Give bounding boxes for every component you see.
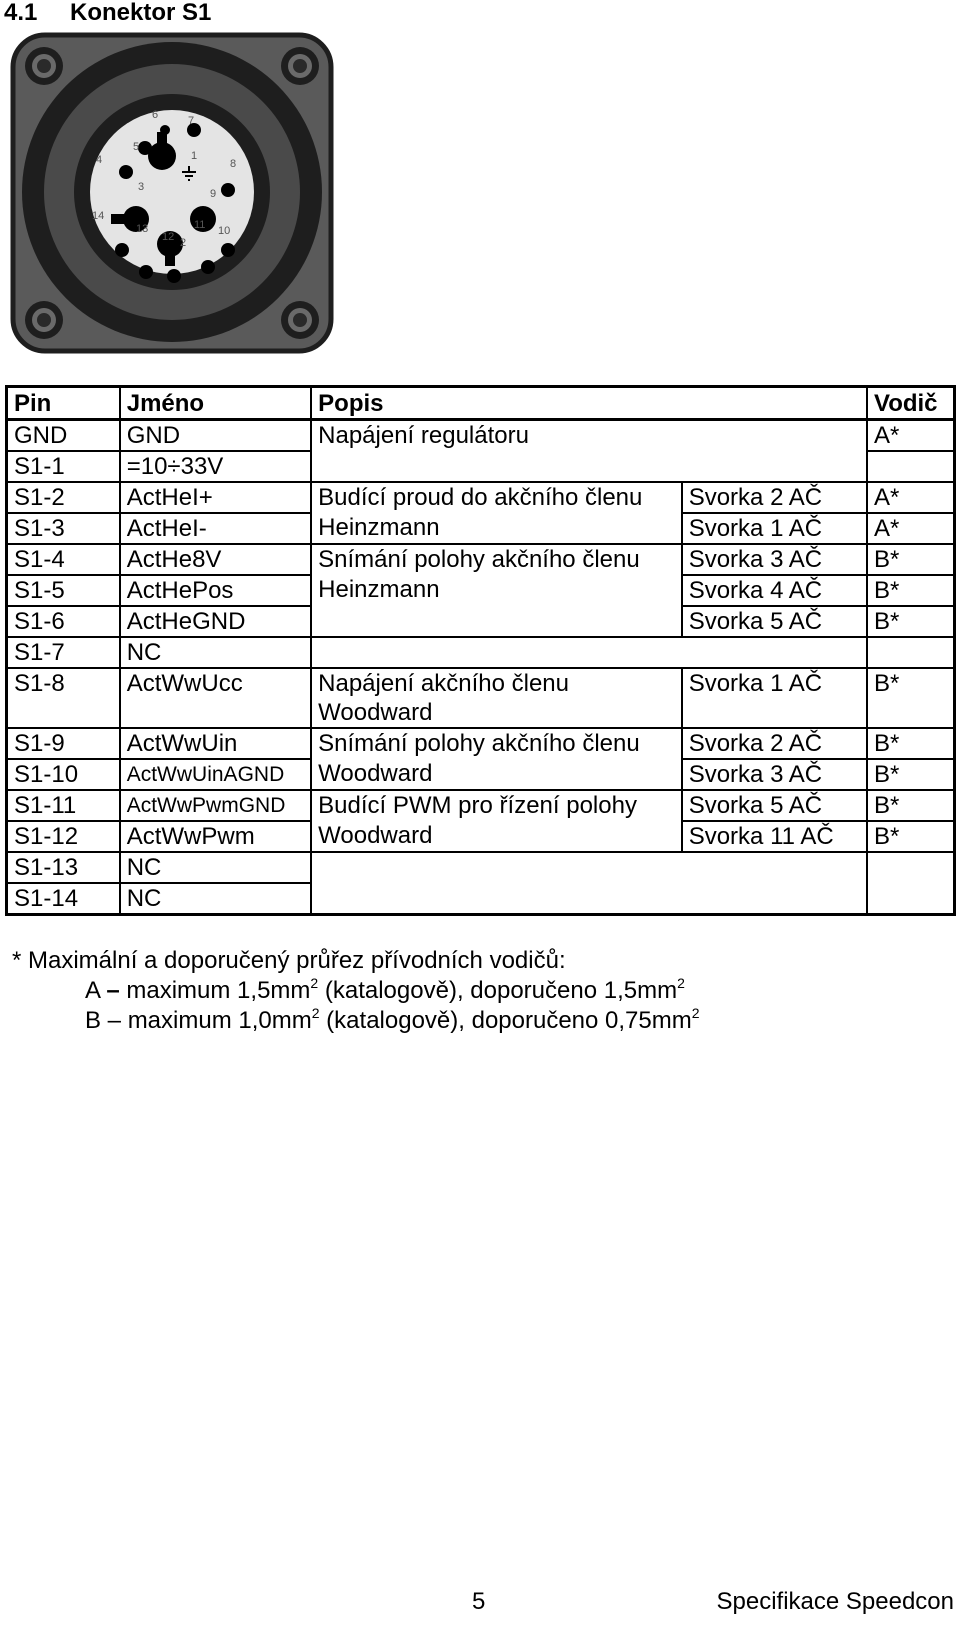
cell-name: ActHePos (120, 575, 311, 606)
cell-desc: Woodward (311, 821, 682, 852)
cell-desc: Snímání polohy akčního členu (311, 544, 682, 575)
cell-terminal: Svorka 3 AČ (682, 759, 867, 790)
note-b-sup2: 2 (691, 1005, 700, 1021)
table-row (7, 513, 955, 544)
table-row (7, 759, 955, 790)
cell-pin: S1-3 (7, 513, 120, 544)
cell-pin: S1-12 (7, 821, 120, 852)
cell-name: GND (120, 420, 311, 452)
table-row (7, 637, 955, 668)
svg-text:14: 14 (92, 210, 105, 222)
cell-pin: S1-11 (7, 790, 120, 821)
cell-desc: Napájení regulátoru (311, 420, 867, 483)
cell-name: ActHeI- (120, 513, 311, 544)
cell-terminal: Svorka 3 AČ (682, 544, 867, 575)
cell-pin: S1-4 (7, 544, 120, 575)
note-b-text2: (katalogově), doporučeno 0,75mm (319, 1007, 692, 1034)
header-pin: Pin (14, 390, 52, 417)
cell-desc: Woodward (311, 759, 682, 790)
table-row (7, 482, 955, 513)
cell-wire: B* (867, 759, 955, 790)
footer-title: Specifikace Speedcon (716, 1588, 954, 1615)
note-b-text1: B – maximum 1,0mm (85, 1007, 312, 1034)
section-heading (4, 0, 211, 26)
table-row (7, 544, 955, 575)
svg-text:3: 3 (138, 181, 145, 193)
cell-name: ActHeI+ (120, 482, 311, 513)
note-a-text2: (katalogově), doporučeno 1,5mm (318, 977, 678, 1004)
cell-terminal: Svorka 11 AČ (682, 821, 867, 852)
cell-desc: Budící PWM pro řízení polohy (311, 790, 682, 821)
note-a-label: A (85, 977, 100, 1004)
svg-text:11: 11 (194, 219, 206, 231)
note-a (12, 976, 700, 1006)
svg-text:6: 6 (152, 109, 159, 121)
cell-wire (867, 637, 955, 668)
cell-wire: B* (867, 575, 955, 606)
table-row (7, 728, 955, 759)
cell-desc-line: Napájení akčního členu (318, 670, 569, 697)
cell-name: ActWwUinAGND (120, 759, 311, 790)
cell-wire: A* (867, 482, 955, 513)
cell-pin: S1-1 (7, 451, 120, 482)
cell-pin: S1-9 (7, 728, 120, 759)
cell-wire: B* (867, 544, 955, 575)
svg-text:7: 7 (188, 115, 195, 127)
cell-pin: S1-2 (7, 482, 120, 513)
note-b (12, 1006, 700, 1036)
table-row (7, 420, 955, 452)
note-a-sup1: 2 (310, 975, 319, 991)
cell-terminal: Svorka 4 AČ (682, 575, 867, 606)
cell-wire: B* (867, 668, 955, 728)
cell-pin: S1-7 (7, 637, 120, 668)
cell-pin: S1-13 (7, 852, 120, 883)
table-header-row (7, 387, 955, 420)
note-a-sup2: 2 (677, 975, 685, 991)
cell-wire: A* (867, 420, 955, 452)
cell-desc: Heinzmann (311, 513, 682, 544)
pin-table (5, 385, 956, 916)
header-name: Jméno (120, 387, 311, 420)
svg-text:9: 9 (210, 188, 217, 200)
svg-text:12: 12 (162, 231, 175, 243)
svg-text:4: 4 (96, 154, 103, 166)
cell-terminal: Svorka 2 AČ (682, 482, 867, 513)
cell-pin: S1-6 (7, 606, 120, 637)
cell-desc: Budící proud do akčního členu (311, 482, 682, 513)
header-desc: Popis (311, 387, 867, 420)
cell-name: NC (120, 883, 311, 915)
cell-desc-empty (311, 852, 867, 915)
note-b-sup1: 2 (311, 1005, 320, 1021)
note-a-dash: – (106, 977, 120, 1004)
cell-wire: A* (867, 513, 955, 544)
cell-desc (311, 668, 682, 728)
section-title: Konektor S1 (70, 0, 212, 26)
cell-name: ActWwUcc (120, 668, 311, 728)
cell-wire: B* (867, 790, 955, 821)
cell-desc-line: Woodward (318, 699, 433, 726)
wire-notes (12, 946, 700, 1036)
cell-pin: S1-8 (7, 668, 120, 728)
cell-desc-empty (311, 637, 867, 668)
svg-text:8: 8 (230, 158, 237, 170)
table-row (7, 821, 955, 852)
cell-name: ActWwPwmGND (120, 790, 311, 821)
cell-terminal: Svorka 1 AČ (682, 513, 867, 544)
cell-wire: B* (867, 821, 955, 852)
cell-terminal: Svorka 2 AČ (682, 728, 867, 759)
cell-wire (867, 451, 955, 482)
table-row (7, 790, 955, 821)
cell-name: ActHe8V (120, 544, 311, 575)
note-a-text1: maximum 1,5mm (119, 977, 311, 1004)
cell-name: NC (120, 852, 311, 883)
svg-text:2: 2 (180, 237, 187, 249)
svg-text:10: 10 (218, 225, 231, 237)
cell-name: ActWwUin (120, 728, 311, 759)
header-wire: Vodič (867, 387, 955, 420)
cell-name: ActHeGND (120, 606, 311, 637)
notes-title: * Maximální a doporučený průřez přívodních vodičů: (12, 947, 566, 974)
page-number: 5 (472, 1588, 486, 1615)
cell-terminal: Svorka 5 AČ (682, 606, 867, 637)
cell-wire (867, 852, 955, 915)
cell-desc: Snímání polohy akčního členu (311, 728, 682, 759)
section-number: 4.1 (4, 0, 38, 26)
cell-name: =10÷33V (120, 451, 311, 482)
cell-pin: S1-14 (7, 883, 120, 915)
cell-wire: B* (867, 728, 955, 759)
connector-s1-image (10, 32, 334, 354)
cell-desc: Heinzmann (311, 575, 682, 637)
cell-pin: S1-5 (7, 575, 120, 606)
table-row (7, 575, 955, 606)
cell-terminal: Svorka 5 AČ (682, 790, 867, 821)
svg-text:13: 13 (136, 223, 149, 235)
svg-text:1: 1 (191, 150, 198, 162)
cell-name: ActWwPwm (120, 821, 311, 852)
table-row (7, 852, 955, 883)
svg-text:5: 5 (133, 141, 140, 153)
cell-pin: S1-10 (7, 759, 120, 790)
cell-terminal: Svorka 1 AČ (682, 668, 867, 728)
table-row (7, 668, 955, 728)
cell-name: NC (120, 637, 311, 668)
cell-wire: B* (867, 606, 955, 637)
cell-pin: GND (7, 420, 120, 452)
